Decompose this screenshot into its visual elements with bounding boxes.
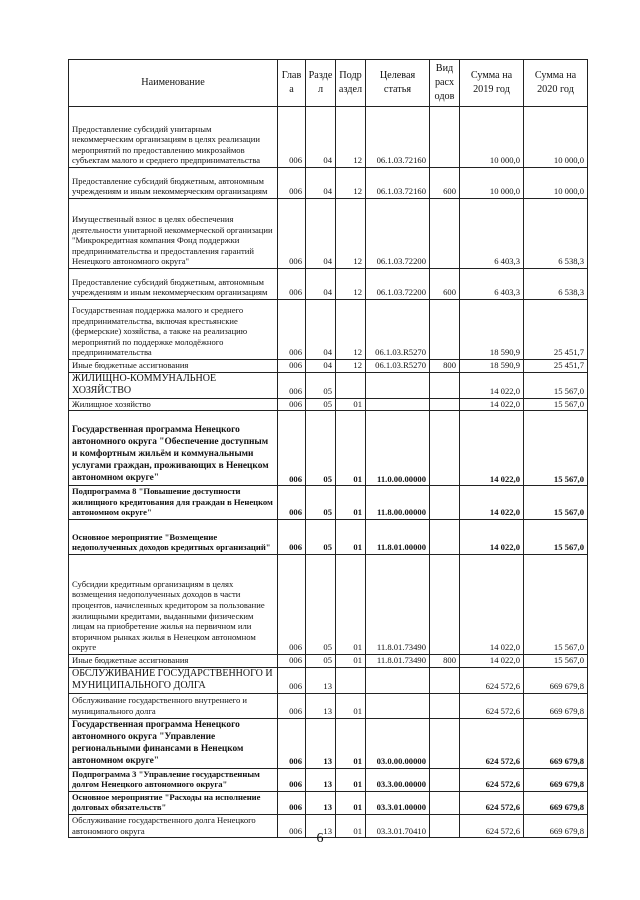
row-name-cell: Основное мероприятие "Возмещение недополученных доходов кредитных организаций" bbox=[69, 519, 278, 554]
table-row bbox=[69, 107, 588, 168]
sum-2019-cell: 624 572,6 bbox=[460, 768, 524, 791]
chapter-cell: 006 bbox=[278, 718, 306, 768]
sum-2019-cell: 624 572,6 bbox=[460, 791, 524, 814]
sum-2019-cell: 624 572,6 bbox=[460, 693, 524, 718]
header-cell: Целевая статья bbox=[366, 60, 430, 107]
sum-2020-cell: 25 451,7 bbox=[524, 300, 588, 360]
chapter-cell: 006 bbox=[278, 814, 306, 837]
sum-2020-cell: 669 679,8 bbox=[524, 768, 588, 791]
table-row bbox=[69, 486, 588, 520]
expense-type-cell bbox=[430, 372, 460, 398]
sum-2020-cell: 15 567,0 bbox=[524, 654, 588, 667]
target-article-cell: 06.1.03.72160 bbox=[366, 168, 430, 199]
sum-2020-cell: 6 538,3 bbox=[524, 269, 588, 300]
sum-2019-cell: 14 022,0 bbox=[460, 411, 524, 486]
table-row bbox=[69, 554, 588, 654]
section-cell: 05 bbox=[306, 398, 336, 411]
expense-type-cell: 600 bbox=[430, 269, 460, 300]
table-row bbox=[69, 654, 588, 667]
budget-table bbox=[68, 59, 588, 838]
sum-2020-cell: 15 567,0 bbox=[524, 519, 588, 554]
sum-2020-cell: 15 567,0 bbox=[524, 554, 588, 654]
sum-2020-cell: 10 000,0 bbox=[524, 168, 588, 199]
row-name-cell: Подпрограмма 8 "Повышение доступности жилищного кредитования для граждан в Ненецком автономном округе" bbox=[69, 486, 278, 520]
subsection-cell: 01 bbox=[336, 398, 366, 411]
sum-2020-cell: 669 679,8 bbox=[524, 693, 588, 718]
target-article-cell: 03.3.01.00000 bbox=[366, 791, 430, 814]
subsection-cell bbox=[336, 372, 366, 398]
chapter-cell: 006 bbox=[278, 398, 306, 411]
subsection-cell: 01 bbox=[336, 693, 366, 718]
section-cell: 04 bbox=[306, 199, 336, 269]
section-cell: 05 bbox=[306, 372, 336, 398]
sum-2019-cell: 14 022,0 bbox=[460, 398, 524, 411]
sum-2019-cell: 10 000,0 bbox=[460, 107, 524, 168]
header-cell: Глав а bbox=[278, 60, 306, 107]
chapter-cell: 006 bbox=[278, 300, 306, 360]
subsection-cell: 12 bbox=[336, 168, 366, 199]
sum-2020-cell: 6 538,3 bbox=[524, 199, 588, 269]
target-article-cell bbox=[366, 667, 430, 693]
table-row bbox=[69, 199, 588, 269]
section-cell: 13 bbox=[306, 814, 336, 837]
sum-2019-cell: 624 572,6 bbox=[460, 814, 524, 837]
expense-type-cell bbox=[430, 107, 460, 168]
row-name-cell: Государственная поддержка малого и среднего предпринимательства, включая крестьянские (фермерские) хозяйства, а также на реализацию мероприятий по поддержке молодёжного предпринимательства bbox=[69, 300, 278, 360]
subsection-cell bbox=[336, 667, 366, 693]
sum-2019-cell: 14 022,0 bbox=[460, 654, 524, 667]
row-name-cell: Иные бюджетные ассигнования bbox=[69, 360, 278, 373]
target-article-cell: 11.8.01.00000 bbox=[366, 519, 430, 554]
expense-type-cell bbox=[430, 411, 460, 486]
expense-type-cell bbox=[430, 693, 460, 718]
table-row bbox=[69, 360, 588, 373]
subsection-cell: 01 bbox=[336, 768, 366, 791]
target-article-cell: 03.3.01.70410 bbox=[366, 814, 430, 837]
row-name-cell: Государственная программа Ненецкого автономного округа "Управление региональными финансами в Ненецком автономном округе" bbox=[69, 718, 278, 768]
sum-2019-cell: 18 590,9 bbox=[460, 300, 524, 360]
subsection-cell: 01 bbox=[336, 519, 366, 554]
target-article-cell: 11.0.00.00000 bbox=[366, 411, 430, 486]
table-row bbox=[69, 372, 588, 398]
header-cell: Вид расх одов bbox=[430, 60, 460, 107]
subsection-cell: 12 bbox=[336, 199, 366, 269]
sum-2019-cell: 6 403,3 bbox=[460, 199, 524, 269]
table-row bbox=[69, 791, 588, 814]
target-article-cell: 03.0.00.00000 bbox=[366, 718, 430, 768]
expense-type-cell: 800 bbox=[430, 654, 460, 667]
sum-2020-cell: 669 679,8 bbox=[524, 814, 588, 837]
subsection-cell: 12 bbox=[336, 360, 366, 373]
chapter-cell: 006 bbox=[278, 107, 306, 168]
section-cell: 04 bbox=[306, 168, 336, 199]
header-cell: Сумма на 2020 год bbox=[524, 60, 588, 107]
table-row bbox=[69, 398, 588, 411]
header-row bbox=[69, 60, 588, 107]
sum-2020-cell: 15 567,0 bbox=[524, 372, 588, 398]
section-cell: 04 bbox=[306, 107, 336, 168]
row-name-cell: Имущественный взнос в целях обеспечения деятельности унитарной некоммерческой организации "Микрокредитная компания Фонд поддержки предпринимательства и предоставления гарантий Ненецкого автономного округа" bbox=[69, 199, 278, 269]
target-article-cell: 03.3.00.00000 bbox=[366, 768, 430, 791]
expense-type-cell bbox=[430, 791, 460, 814]
target-article-cell: 06.1.03.72160 bbox=[366, 107, 430, 168]
header-cell: Разде л bbox=[306, 60, 336, 107]
row-name-cell: Основное мероприятие "Расходы на исполнение долговых обязательств" bbox=[69, 791, 278, 814]
row-name-cell: Иные бюджетные ассигнования bbox=[69, 654, 278, 667]
sum-2020-cell: 25 451,7 bbox=[524, 360, 588, 373]
expense-type-cell bbox=[430, 667, 460, 693]
section-cell: 05 bbox=[306, 486, 336, 520]
section-cell: 05 bbox=[306, 654, 336, 667]
target-article-cell bbox=[366, 693, 430, 718]
chapter-cell: 006 bbox=[278, 199, 306, 269]
row-name-cell: ЖИЛИЩНО-КОММУНАЛЬНОЕ ХОЗЯЙСТВО bbox=[69, 372, 278, 398]
subsection-cell: 01 bbox=[336, 486, 366, 520]
table-row bbox=[69, 411, 588, 486]
row-name-cell: Предоставление субсидий унитарным некоммерческим организациям в целях реализации мероприятий по предоставлению микрозаймов субъектам малого и среднего предпринимательства bbox=[69, 107, 278, 168]
chapter-cell: 006 bbox=[278, 554, 306, 654]
section-cell: 05 bbox=[306, 519, 336, 554]
table-row bbox=[69, 693, 588, 718]
subsection-cell: 01 bbox=[336, 554, 366, 654]
section-cell: 04 bbox=[306, 360, 336, 373]
table-row bbox=[69, 519, 588, 554]
target-article-cell: 11.8.00.00000 bbox=[366, 486, 430, 520]
expense-type-cell: 800 bbox=[430, 360, 460, 373]
sum-2019-cell: 624 572,6 bbox=[460, 718, 524, 768]
sum-2019-cell: 14 022,0 bbox=[460, 372, 524, 398]
subsection-cell: 01 bbox=[336, 411, 366, 486]
chapter-cell: 006 bbox=[278, 269, 306, 300]
expense-type-cell bbox=[430, 398, 460, 411]
table-row bbox=[69, 300, 588, 360]
chapter-cell: 006 bbox=[278, 486, 306, 520]
subsection-cell: 01 bbox=[336, 814, 366, 837]
sum-2020-cell: 15 567,0 bbox=[524, 486, 588, 520]
table-body bbox=[69, 107, 588, 838]
chapter-cell: 006 bbox=[278, 411, 306, 486]
chapter-cell: 006 bbox=[278, 791, 306, 814]
sum-2020-cell: 669 679,8 bbox=[524, 718, 588, 768]
chapter-cell: 006 bbox=[278, 519, 306, 554]
sum-2020-cell: 669 679,8 bbox=[524, 667, 588, 693]
subsection-cell: 01 bbox=[336, 654, 366, 667]
section-cell: 05 bbox=[306, 554, 336, 654]
section-cell: 13 bbox=[306, 768, 336, 791]
row-name-cell: Субсидии кредитным организациям в целях возмещения недополученных доходов в части процентов, начисленных кредитором за пользование жилищными кредитами, выданными физическим лицам на приобретение жилья на первичном или вторичном рынках жилья в Ненецком автономном округе bbox=[69, 554, 278, 654]
sum-2019-cell: 14 022,0 bbox=[460, 519, 524, 554]
chapter-cell: 006 bbox=[278, 168, 306, 199]
chapter-cell: 006 bbox=[278, 654, 306, 667]
sum-2019-cell: 6 403,3 bbox=[460, 269, 524, 300]
sum-2020-cell: 669 679,8 bbox=[524, 791, 588, 814]
target-article-cell: 06.1.03.72200 bbox=[366, 269, 430, 300]
table-row bbox=[69, 269, 588, 300]
expense-type-cell bbox=[430, 486, 460, 520]
sum-2019-cell: 18 590,9 bbox=[460, 360, 524, 373]
sum-2020-cell: 10 000,0 bbox=[524, 107, 588, 168]
expense-type-cell bbox=[430, 718, 460, 768]
sum-2019-cell: 14 022,0 bbox=[460, 486, 524, 520]
row-name-cell: Государственная программа Ненецкого автономного округа "Обеспечение доступным и комфортным жильём и коммунальными услугами граждан, проживающих в Ненецком автономном округе" bbox=[69, 411, 278, 486]
table-row bbox=[69, 768, 588, 791]
table-row bbox=[69, 718, 588, 768]
row-name-cell: Обслуживание государственного внутреннего и муниципального долга bbox=[69, 693, 278, 718]
page-number: 6 bbox=[316, 831, 324, 846]
chapter-cell: 006 bbox=[278, 768, 306, 791]
row-name-cell: Жилищное хозяйство bbox=[69, 398, 278, 411]
target-article-cell bbox=[366, 398, 430, 411]
section-cell: 13 bbox=[306, 791, 336, 814]
table-row bbox=[69, 667, 588, 693]
subsection-cell: 12 bbox=[336, 107, 366, 168]
chapter-cell: 006 bbox=[278, 667, 306, 693]
sum-2020-cell: 15 567,0 bbox=[524, 398, 588, 411]
header-cell: Наименование bbox=[69, 60, 278, 107]
target-article-cell: 11.8.01.73490 bbox=[366, 554, 430, 654]
expense-type-cell bbox=[430, 199, 460, 269]
row-name-cell: Предоставление субсидий бюджетным, автономным учреждениям и иным некоммерческим организациям bbox=[69, 168, 278, 199]
row-name-cell: ОБСЛУЖИВАНИЕ ГОСУДАРСТВЕННОГО И МУНИЦИПАЛЬНОГО ДОЛГА bbox=[69, 667, 278, 693]
target-article-cell bbox=[366, 372, 430, 398]
row-name-cell: Обслуживание государственного долга Ненецкого автономного округа bbox=[69, 814, 278, 837]
expense-type-cell: 600 bbox=[430, 168, 460, 199]
expense-type-cell bbox=[430, 300, 460, 360]
sum-2019-cell: 10 000,0 bbox=[460, 168, 524, 199]
subsection-cell: 12 bbox=[336, 300, 366, 360]
target-article-cell: 06.1.03.R5270 bbox=[366, 300, 430, 360]
target-article-cell: 06.1.03.R5270 bbox=[366, 360, 430, 373]
chapter-cell: 006 bbox=[278, 360, 306, 373]
subsection-cell: 01 bbox=[336, 718, 366, 768]
sum-2020-cell: 15 567,0 bbox=[524, 411, 588, 486]
chapter-cell: 006 bbox=[278, 372, 306, 398]
table-row bbox=[69, 168, 588, 199]
section-cell: 04 bbox=[306, 300, 336, 360]
section-cell: 13 bbox=[306, 667, 336, 693]
target-article-cell: 06.1.03.72200 bbox=[366, 199, 430, 269]
section-cell: 13 bbox=[306, 718, 336, 768]
sum-2019-cell: 14 022,0 bbox=[460, 554, 524, 654]
subsection-cell: 01 bbox=[336, 791, 366, 814]
expense-type-cell bbox=[430, 519, 460, 554]
sum-2019-cell: 624 572,6 bbox=[460, 667, 524, 693]
target-article-cell: 11.8.01.73490 bbox=[366, 654, 430, 667]
header-cell: Подр аздел bbox=[336, 60, 366, 107]
header-cell: Сумма на 2019 год bbox=[460, 60, 524, 107]
section-cell: 13 bbox=[306, 693, 336, 718]
chapter-cell: 006 bbox=[278, 693, 306, 718]
row-name-cell: Предоставление субсидий бюджетным, автономным учреждениям и иным некоммерческим организациям bbox=[69, 269, 278, 300]
section-cell: 04 bbox=[306, 269, 336, 300]
section-cell: 05 bbox=[306, 411, 336, 486]
row-name-cell: Подпрограмма 3 "Управление государственным долгом Ненецкого автономного округа" bbox=[69, 768, 278, 791]
expense-type-cell bbox=[430, 554, 460, 654]
subsection-cell: 12 bbox=[336, 269, 366, 300]
expense-type-cell bbox=[430, 768, 460, 791]
